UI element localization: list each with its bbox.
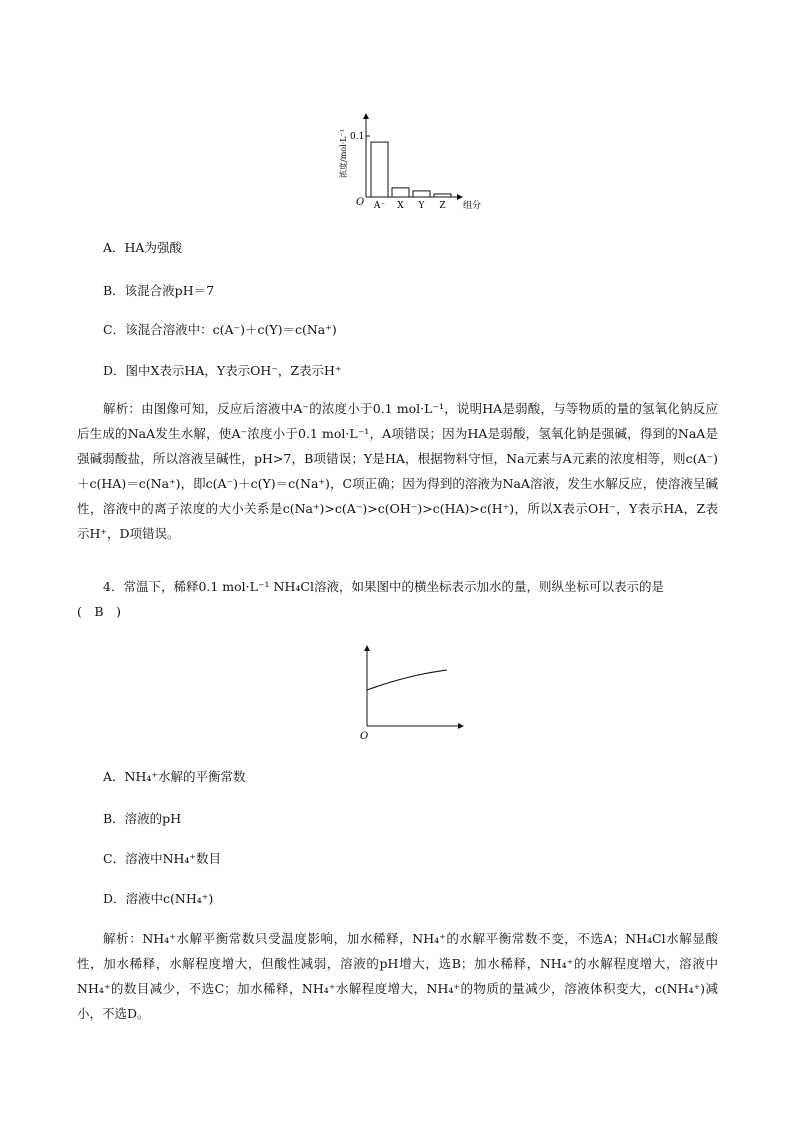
q3-option-b: B．该混合液pH＝7 (103, 283, 215, 298)
bar-2 (413, 191, 430, 197)
q4-stem-text: 4．常温下，稀释0.1 mol·L⁻¹ NH₄Cl溶液，如果图中的横坐标表示加水的量，则纵坐标可以表示的是 (103, 579, 664, 594)
q4-option-c: C．溶液中NH₄⁺数目 (103, 851, 222, 866)
category-label-2: Y (418, 201, 425, 211)
category-label-3: Z (439, 201, 446, 211)
q4-analysis-text: 解析：NH₄⁺水解平衡常数只受温度影响，加水稀释，NH₄⁺的水解平衡常数不变，不选A；NH₄Cl水解显酸性，加水稀释，水解程度增大，但酸性减弱，溶液的pH增大，选B；加水稀释，NH₄⁺的水解程度增大，溶液中NH₄⁺的数目减少，不选C；加水稀释，NH₄⁺水解程度增大，NH₄⁺的物质的量减少，溶液体积变大，c(NH₄⁺)减小，不选D。 (77, 931, 718, 1021)
q4-answer: ( B ) (77, 604, 121, 619)
bar-chart (330, 110, 500, 215)
category-label-0: A⁻ (373, 201, 386, 211)
q4-analysis (77, 926, 718, 1026)
q3-analysis-text: 解析：由图像可知，反应后溶液中A⁻的浓度小于0.1 mol·L⁻¹，说明HA是弱酸，与等物质的量的氢氧化钠反应后生成的NaA发生水解，使A⁻浓度小于0.1 mol·L⁻¹，A项错误；因为HA是弱酸，氢氧化钠是强碱，得到的NaA是强碱弱酸盐，所以溶液呈碱性，pH>7，B项错误；Y是HA，根据物料守恒，Na元素与A元素的浓度相等，则c(A⁻)＋c(HA)＝c(Na⁺)，即c(A⁻)＋c(Y)＝c(Na⁺)，C项正确；因为得到的溶液为NaA溶液，发生水解反应，使溶液呈碱性，溶液中的离子浓度的大小关系是c(Na⁺)>c(A⁻)>c(OH⁻)>c(HA)>c(H⁺)，所以X表示OH⁻，Y表示HA，Z表示H⁺，D项错误。 (77, 401, 718, 541)
line-chart (355, 642, 470, 742)
q3-option-d: D．图中X表示HA，Y表示OH⁻，Z表示H⁺ (103, 363, 342, 378)
q4-option-b: B．溶液的pH (103, 811, 182, 826)
q4-option-d: D．溶液中c(NH₄⁺) (103, 891, 214, 906)
y-tick-label: 0.1 (350, 132, 365, 142)
q3-option-c: C．该混合溶液中：c(A⁻)＋c(Y)＝c(Na⁺) (103, 322, 337, 337)
y-axis-label: 浓度/mol·L⁻¹ (339, 129, 348, 178)
x-axis-label: 组分 (463, 201, 482, 211)
data-curve (367, 670, 447, 690)
category-labels (373, 201, 446, 211)
bar-1 (392, 188, 409, 197)
category-label-1: X (397, 201, 404, 211)
origin-label: O (356, 197, 365, 208)
bar-0 (371, 142, 388, 197)
bar-3 (434, 194, 451, 197)
q3-analysis (77, 396, 718, 546)
q4-stem (77, 574, 718, 624)
q4-option-a: A．NH₄⁺水解的平衡常数 (103, 769, 246, 784)
bar-series (371, 142, 451, 197)
origin-label: O (360, 731, 369, 742)
q3-option-a: A．HA为强酸 (103, 240, 182, 255)
